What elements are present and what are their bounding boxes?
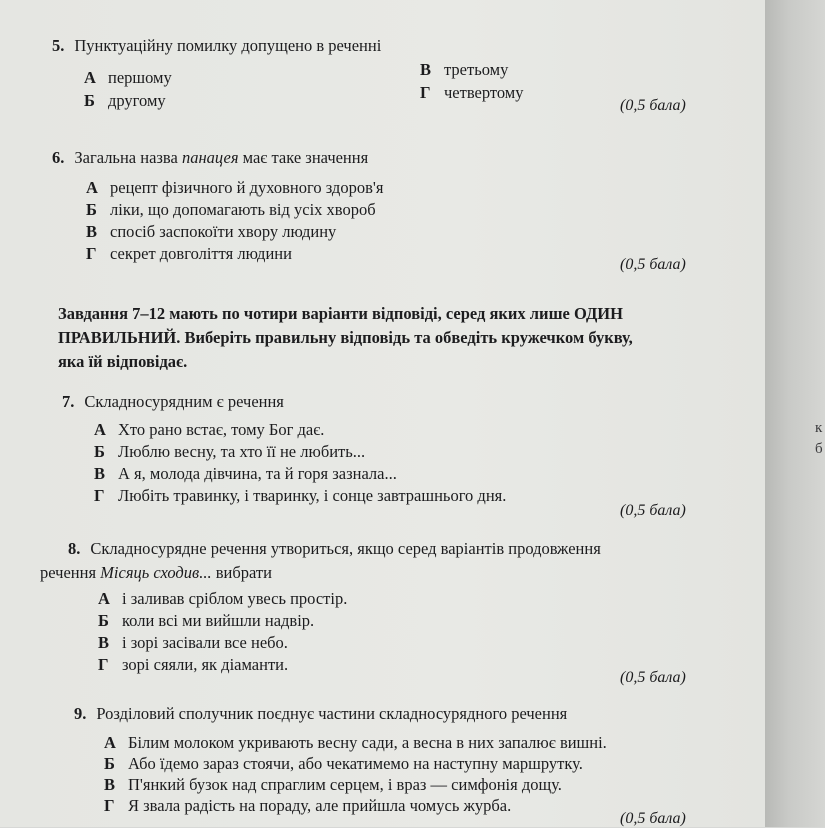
next-page-edge <box>765 0 825 827</box>
q5-points: (0,5 бала) <box>620 97 686 114</box>
q7-option-a: А Хто рано встає, тому Бог дає. <box>94 420 325 439</box>
q6-option-v: В спосіб заспокоїти хвору людину <box>86 222 337 241</box>
q9-option-b: Б Або їдемо зараз стоячи, або чекатимемо на наступну маршрутку. <box>104 754 583 773</box>
q6-option-g: Г секрет довголіття людини <box>86 244 292 263</box>
instruction-line-3: яка їй відповідає. <box>58 352 188 371</box>
instruction-line-2: ПРАВИЛЬНИЙ. Виберіть правильну відповідь та обведіть кружечком букву, <box>58 328 633 347</box>
q9-option-a: А Білим молоком укривають весну сади, а весна в них запалює вишні. <box>104 733 607 752</box>
q9-option-v: В П'янкий бузок над спраглим серцем, і враз — симфонія дощу. <box>104 775 562 794</box>
q8-points: (0,5 бала) <box>620 669 686 686</box>
edge-letter-1: к <box>815 420 823 436</box>
question-5: 5. Пунктуаційну помилку допущено в реченні <box>52 36 382 55</box>
q7-option-v: В А я, молода дівчина, та й горя зазнала... <box>94 464 397 483</box>
q6-option-a: А рецепт фізичного й духовного здоров'я <box>86 178 384 197</box>
edge-letter-2: б <box>815 441 823 457</box>
question-7: 7. Складносурядним є речення <box>62 392 284 411</box>
q5-option-g: Г четвертому <box>420 83 524 102</box>
question-9: 9. Розділовий сполучник поєднує частини складносурядного речення <box>74 704 568 723</box>
q8-option-b: Б коли всі ми вийшли надвір. <box>98 611 315 630</box>
q5-option-a: А першому <box>84 68 172 87</box>
q8-option-g: Г зорі сяяли, як діаманти. <box>98 655 289 674</box>
q6-points: (0,5 бала) <box>620 256 686 273</box>
q5-option-b: Б другому <box>84 91 166 110</box>
q9-points: (0,5 бала) <box>620 810 686 827</box>
question-6: 6. Загальна назва панацея має таке значення <box>52 148 369 167</box>
q9-option-g: Г Я звала радість на пораду, але прийшла чомусь журба. <box>104 796 512 815</box>
instruction-line-1: Завдання 7–12 мають по чотири варіанти відповіді, серед яких лише ОДИН <box>58 304 623 323</box>
q5-option-v: В третьому <box>420 60 509 79</box>
q7-points: (0,5 бала) <box>620 502 686 519</box>
question-8-continued: речення Місяць сходив... вибрати <box>40 563 272 582</box>
q8-option-v: В і зорі засівали все небо. <box>98 633 288 652</box>
q7-option-g: Г Любіть травинку, і тваринку, і сонце завтрашнього дня. <box>94 486 507 505</box>
q8-option-a: А і заливав сріблом увесь простір. <box>98 589 348 608</box>
q6-option-b: Б ліки, що допомагають від усіх хвороб <box>86 200 376 219</box>
q7-option-b: Б Люблю весну, та хто її не любить... <box>94 442 366 461</box>
question-8: 8. Складносурядне речення утвориться, якщо серед варіантів продовження <box>68 539 601 558</box>
